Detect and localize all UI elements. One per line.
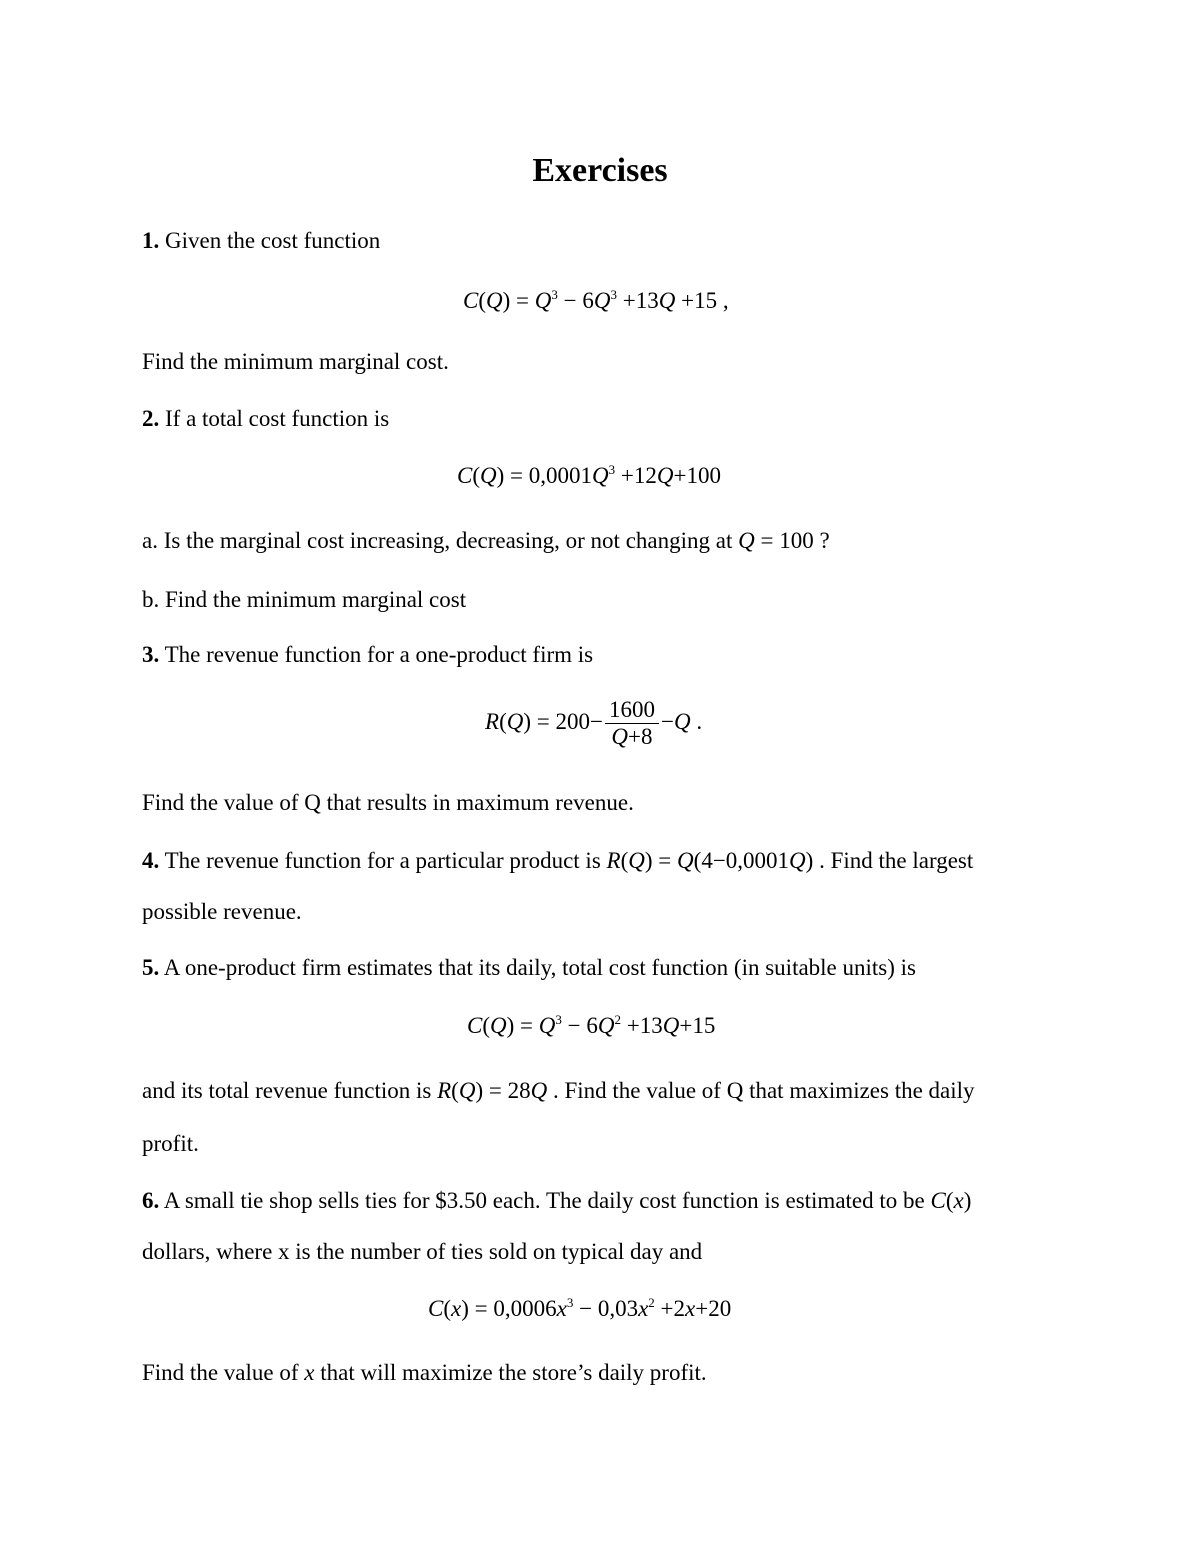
exercise-6-line-1: 6. A small tie shop sells ties for $3.50 each. The daily cost function is estimated to be C(x) [142,1188,972,1213]
exercise-2-number: 2. [142,406,160,431]
exercise-2-formula: $C(Q) = 0,0001Q^3 +12Q+100$ [457,462,721,488]
exercise-5-formula: $C(Q) = Q^3 - 6Q^2 +13Q+15$ [467,1012,716,1038]
exercise-5-text: A one-product firm estimates that its daily, total cost function (in suitable units) is [163,955,916,980]
exercise-2a-question: a. Is the marginal cost increasing, decreasing, or not changing at Q = 100 ? [142,528,830,553]
exercise-5-number: 5. [142,955,160,980]
exercise-6-number: 6. [142,1188,160,1213]
exercise-6-line-2: dollars, where x is the number of ties sold on typical day and [142,1239,703,1264]
exercise-1-question: Find the minimum marginal cost. [142,349,449,374]
exercise-4-line-2: possible revenue. [142,899,302,924]
exercise-1-text: Given the cost function [165,228,381,253]
exercise-2-text: If a total cost function is [165,406,390,431]
exercise-5-intro [142,955,916,981]
fraction: $\frac{1600}{Q+8}$ [605,697,659,750]
exercise-3-question: Find the value of Q that results in maximum revenue. [142,790,634,815]
exercise-5-line-2: and its total revenue function is R(Q) = 28Q . Find the value of Q that maximizes the daily [142,1078,975,1103]
exercise-6-formula: $C(x) = 0,0006x^3 - 0,03x^2 +2x+20$ [428,1295,732,1321]
exercise-5-line-3: profit. [142,1131,199,1156]
exercise-1-formula: $C(Q) = Q^3 - 6Q^3 +13Q +15$ , [463,287,729,313]
exercise-2b-question: b. Find the minimum marginal cost [142,587,467,612]
exercise-6-question: Find the value of x that will maximize the store’s daily profit. [142,1360,707,1385]
exercise-3-number: 3. [142,642,160,667]
page-title: Exercises [532,152,668,189]
exercise-3-formula: R(Q) = 200− $\frac{1600}{Q+8}$ −Q . [485,697,703,749]
exercise-3-intro [142,642,593,668]
exercise-1-number: 1. [142,228,160,253]
exercise-1-intro [142,228,380,254]
exercise-2-intro [142,406,389,432]
exercise-4-line-1: 4. The revenue function for a particular product is R(Q) = Q(4−0,0001Q) . Find the largest [142,848,974,873]
exercise-3-text: The revenue function for a one-product firm is [164,642,594,667]
exercise-4-number: 4. [142,848,160,873]
